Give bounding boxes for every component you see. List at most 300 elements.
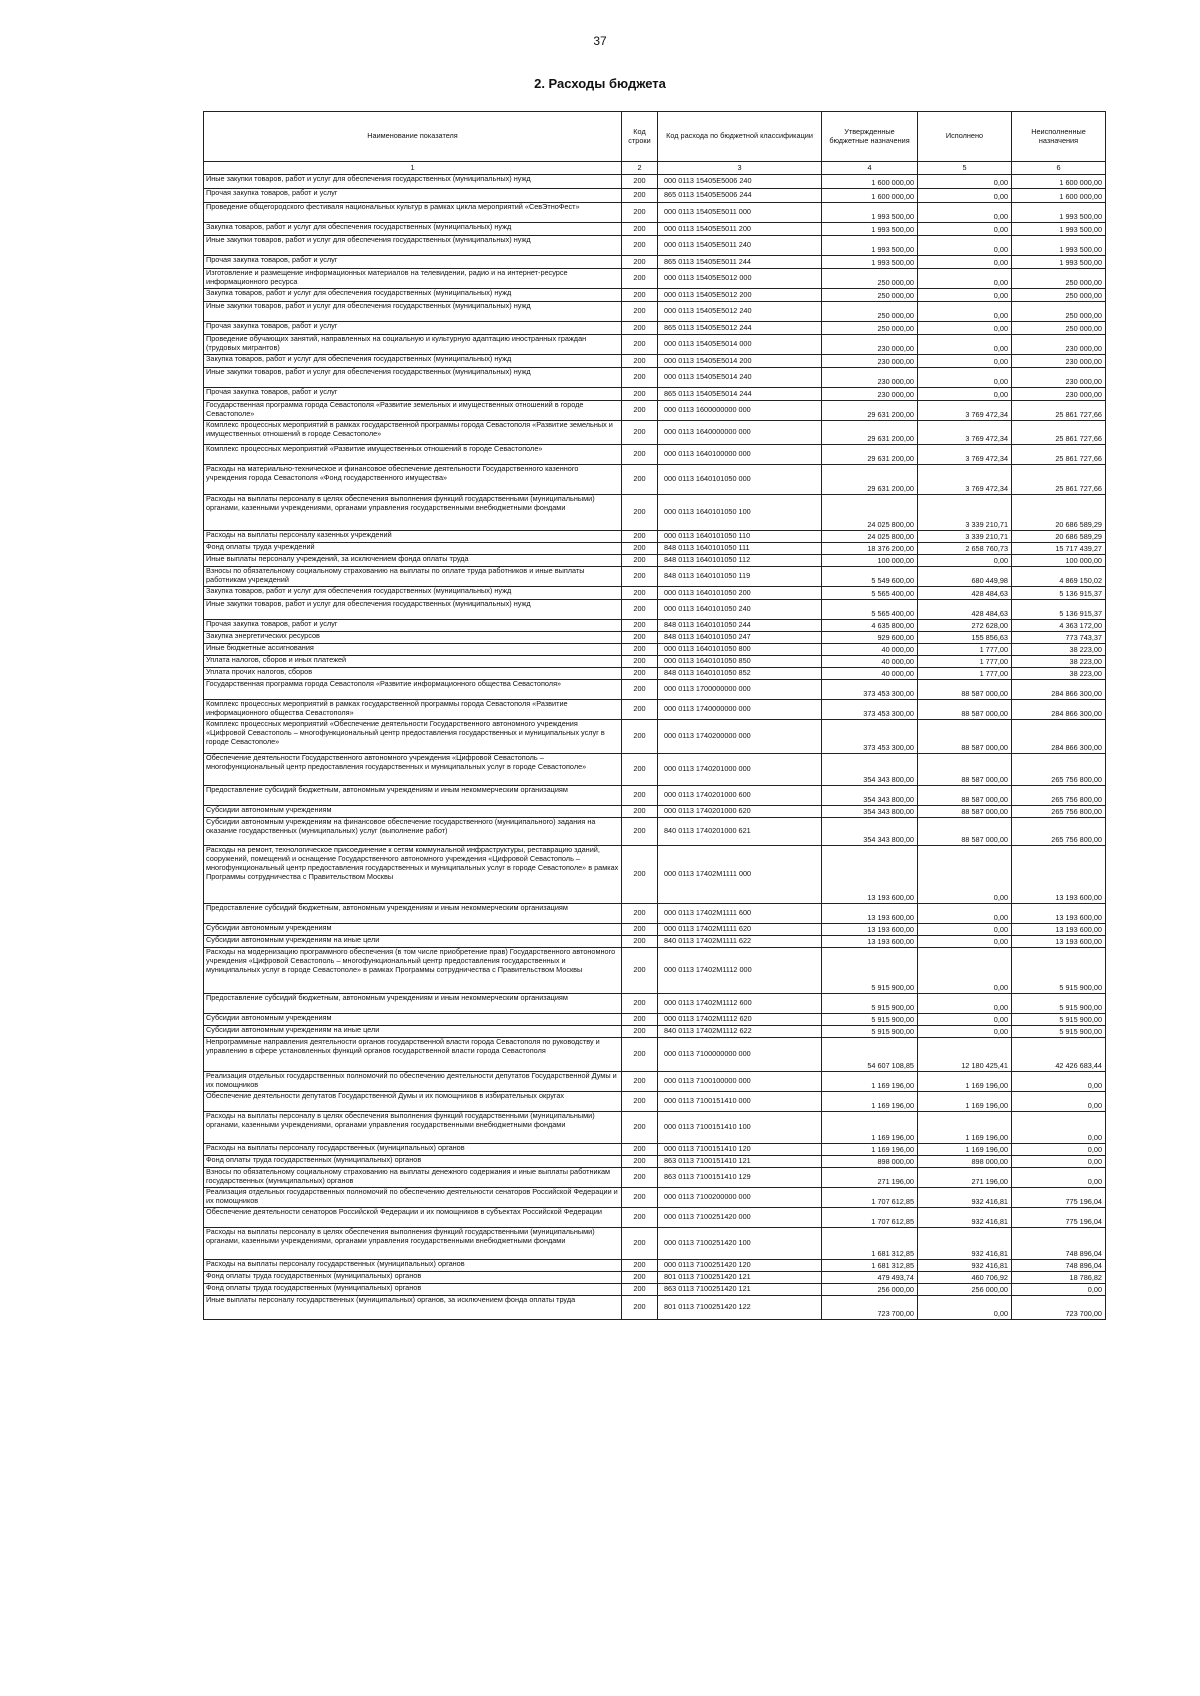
table-header-row — [204, 112, 1106, 162]
row-executed-amount: 0,00 — [918, 924, 1012, 936]
row-unexecuted-amount: 5 136 915,37 — [1012, 600, 1106, 620]
row-executed-amount: 0,00 — [918, 555, 1012, 567]
table-row — [204, 644, 1106, 656]
row-approved-amount: 24 025 800,00 — [822, 531, 918, 543]
row-name: Прочая закупка товаров, работ и услуг — [204, 189, 622, 203]
row-executed-amount: 0,00 — [918, 289, 1012, 302]
row-classification-code: 000 0113 1600000000 000 — [658, 401, 822, 421]
row-name: Субсидии автономным учреждениям на финансовое обеспечение государственного (муниципального) задания на оказание государственных (муниципальных) услуг (выполнение работ) — [204, 818, 622, 846]
row-classification-code: 848 0113 1640101050 852 — [658, 668, 822, 680]
table-row — [204, 818, 1106, 846]
table-row — [204, 904, 1106, 924]
row-approved-amount: 24 025 800,00 — [822, 495, 918, 531]
row-name: Расходы на выплаты персоналу казенных учреждений — [204, 531, 622, 543]
row-unexecuted-amount: 0,00 — [1012, 1284, 1106, 1296]
row-classification-code: 000 0113 15405E5014 200 — [658, 355, 822, 368]
row-classification-code: 000 0113 7100100000 000 — [658, 1072, 822, 1092]
row-line-code: 200 — [622, 269, 658, 289]
table-row — [204, 495, 1106, 531]
row-approved-amount: 13 193 600,00 — [822, 936, 918, 948]
table-row — [204, 1026, 1106, 1038]
row-executed-amount: 1 777,00 — [918, 656, 1012, 668]
row-executed-amount: 0,00 — [918, 236, 1012, 256]
row-unexecuted-amount: 42 426 683,44 — [1012, 1038, 1106, 1072]
row-classification-code: 848 0113 1640101050 112 — [658, 555, 822, 567]
row-unexecuted-amount: 20 686 589,29 — [1012, 495, 1106, 531]
table-row — [204, 600, 1106, 620]
row-executed-amount: 0,00 — [918, 175, 1012, 189]
row-name: Обеспечение деятельности депутатов Государственной Думы и их помощников в избирательных округах — [204, 1092, 622, 1112]
row-executed-amount: 1 777,00 — [918, 668, 1012, 680]
table-row — [204, 465, 1106, 495]
row-executed-amount: 1 777,00 — [918, 644, 1012, 656]
header-approved: Утвержденные бюджетные назначения — [822, 112, 918, 162]
row-line-code: 200 — [622, 388, 658, 401]
table-row — [204, 587, 1106, 600]
row-line-code: 200 — [622, 203, 658, 223]
table-row — [204, 936, 1106, 948]
row-approved-amount: 373 453 300,00 — [822, 680, 918, 700]
row-line-code: 200 — [622, 1188, 658, 1208]
row-classification-code: 000 0113 1740201000 620 — [658, 806, 822, 818]
header-executed: Исполнено — [918, 112, 1012, 162]
row-name: Закупка товаров, работ и услуг для обеспечения государственных (муниципальных) нужд — [204, 289, 622, 302]
row-line-code: 200 — [622, 1260, 658, 1272]
row-classification-code: 000 0113 1640101050 100 — [658, 495, 822, 531]
row-line-code: 200 — [622, 936, 658, 948]
table-row — [204, 223, 1106, 236]
row-name: Иные закупки товаров, работ и услуг для обеспечения государственных (муниципальных) нужд — [204, 302, 622, 322]
row-name: Иные закупки товаров, работ и услуг для обеспечения государственных (муниципальных) нужд — [204, 368, 622, 388]
row-classification-code: 848 0113 1640101050 119 — [658, 567, 822, 587]
row-approved-amount: 5 565 400,00 — [822, 600, 918, 620]
row-approved-amount: 5 915 900,00 — [822, 1026, 918, 1038]
row-unexecuted-amount: 1 600 000,00 — [1012, 189, 1106, 203]
row-executed-amount: 0,00 — [918, 355, 1012, 368]
page-number: 37 — [593, 34, 607, 48]
row-line-code: 200 — [622, 1284, 658, 1296]
table-row — [204, 786, 1106, 806]
row-executed-amount: 88 587 000,00 — [918, 806, 1012, 818]
row-executed-amount: 932 416,81 — [918, 1208, 1012, 1228]
row-name: Прочая закупка товаров, работ и услуг — [204, 256, 622, 269]
row-classification-code: 000 0113 1640100000 000 — [658, 445, 822, 465]
row-executed-amount: 1 169 196,00 — [918, 1144, 1012, 1156]
row-executed-amount: 932 416,81 — [918, 1228, 1012, 1260]
row-unexecuted-amount: 284 866 300,00 — [1012, 700, 1106, 720]
table-row — [204, 355, 1106, 368]
table-row — [204, 994, 1106, 1014]
row-approved-amount: 4 635 800,00 — [822, 620, 918, 632]
budget-expenses-table — [203, 111, 1106, 1320]
row-name: Расходы на материально-техническое и финансовое обеспечение деятельности Государственного казенного учреждения города Севастополя «Фонд государственного имущества» — [204, 465, 622, 495]
row-unexecuted-amount: 13 193 600,00 — [1012, 924, 1106, 936]
table-row — [204, 700, 1106, 720]
table-row — [204, 1156, 1106, 1168]
table-row — [204, 1284, 1106, 1296]
row-executed-amount: 0,00 — [918, 1296, 1012, 1320]
column-number: 2 — [622, 162, 658, 175]
row-line-code: 200 — [622, 1112, 658, 1144]
row-unexecuted-amount: 1 993 500,00 — [1012, 236, 1106, 256]
row-approved-amount: 5 915 900,00 — [822, 994, 918, 1014]
table-row — [204, 1144, 1106, 1156]
row-classification-code: 840 0113 17402M1111 622 — [658, 936, 822, 948]
row-executed-amount: 0,00 — [918, 994, 1012, 1014]
row-executed-amount: 0,00 — [918, 189, 1012, 203]
row-executed-amount: 88 587 000,00 — [918, 700, 1012, 720]
row-classification-code: 000 0113 1740000000 000 — [658, 700, 822, 720]
row-executed-amount: 272 628,00 — [918, 620, 1012, 632]
row-name: Комплекс процессных мероприятий «Развитие имущественных отношений в городе Севастополе» — [204, 445, 622, 465]
row-approved-amount: 1 707 612,85 — [822, 1208, 918, 1228]
row-approved-amount: 230 000,00 — [822, 368, 918, 388]
row-executed-amount: 256 000,00 — [918, 1284, 1012, 1296]
row-name: Закупка энергетических ресурсов — [204, 632, 622, 644]
row-line-code: 200 — [622, 1272, 658, 1284]
row-executed-amount: 88 587 000,00 — [918, 680, 1012, 700]
row-name: Реализация отдельных государственных полномочий по обеспечению деятельности депутатов Государственной Думы и их помощников — [204, 1072, 622, 1092]
row-name: Прочая закупка товаров, работ и услуг — [204, 322, 622, 335]
row-approved-amount: 1 169 196,00 — [822, 1144, 918, 1156]
row-line-code: 200 — [622, 543, 658, 555]
row-unexecuted-amount: 265 756 800,00 — [1012, 786, 1106, 806]
row-executed-amount: 0,00 — [918, 335, 1012, 355]
row-approved-amount: 354 343 800,00 — [822, 754, 918, 786]
row-line-code: 200 — [622, 1156, 658, 1168]
row-classification-code: 865 0113 15405E5011 244 — [658, 256, 822, 269]
table-row — [204, 620, 1106, 632]
row-name: Проведение обучающих занятий, направленных на социальную и культурную адаптацию иностранных граждан (трудовых мигрантов) — [204, 335, 622, 355]
row-executed-amount: 0,00 — [918, 1026, 1012, 1038]
table-row — [204, 555, 1106, 567]
row-approved-amount: 29 631 200,00 — [822, 445, 918, 465]
table-row — [204, 543, 1106, 555]
row-line-code: 200 — [622, 818, 658, 846]
row-classification-code: 000 0113 7100200000 000 — [658, 1188, 822, 1208]
row-name: Комплекс процессных мероприятий в рамках государственной программы города Севастополя «Развитие земельных и имущественных отношений в городе Севастополе» — [204, 421, 622, 445]
row-name: Расходы на выплаты персоналу в целях обеспечения выполнения функций государственными (муниципальными) органами, казенными учреждениями, органами управления государственными внебюджетными фондами — [204, 1112, 622, 1144]
row-unexecuted-amount: 100 000,00 — [1012, 555, 1106, 567]
row-name: Субсидии автономным учреждениям на иные цели — [204, 1026, 622, 1038]
row-executed-amount: 0,00 — [918, 846, 1012, 904]
row-name: Субсидии автономным учреждениям — [204, 924, 622, 936]
row-unexecuted-amount: 5 915 900,00 — [1012, 994, 1106, 1014]
row-name: Взносы по обязательному социальному страхованию на выплаты денежного содержания и иные выплаты работникам государственных (муниципальных) органов — [204, 1168, 622, 1188]
row-executed-amount: 88 587 000,00 — [918, 818, 1012, 846]
row-approved-amount: 250 000,00 — [822, 322, 918, 335]
row-name: Уплата налогов, сборов и иных платежей — [204, 656, 622, 668]
row-unexecuted-amount: 0,00 — [1012, 1092, 1106, 1112]
row-unexecuted-amount: 38 223,00 — [1012, 644, 1106, 656]
table-row — [204, 720, 1106, 754]
row-executed-amount: 155 856,63 — [918, 632, 1012, 644]
row-classification-code: 865 0113 15405E5014 244 — [658, 388, 822, 401]
row-executed-amount: 271 196,00 — [918, 1168, 1012, 1188]
row-approved-amount: 1 707 612,85 — [822, 1188, 918, 1208]
row-unexecuted-amount: 284 866 300,00 — [1012, 720, 1106, 754]
row-name: Прочая закупка товаров, работ и услуг — [204, 620, 622, 632]
page-title: 2. Расходы бюджета — [534, 76, 666, 91]
table-row — [204, 948, 1106, 994]
row-line-code: 200 — [622, 302, 658, 322]
table-row — [204, 656, 1106, 668]
table-row — [204, 632, 1106, 644]
row-line-code: 200 — [622, 620, 658, 632]
column-number: 6 — [1012, 162, 1106, 175]
row-classification-code: 000 0113 15405E5012 000 — [658, 269, 822, 289]
table-row — [204, 1228, 1106, 1260]
row-unexecuted-amount: 4 363 172,00 — [1012, 620, 1106, 632]
row-classification-code: 000 0113 7100000000 000 — [658, 1038, 822, 1072]
table-row — [204, 368, 1106, 388]
table-row — [204, 1260, 1106, 1272]
table-row — [204, 445, 1106, 465]
row-name: Фонд оплаты труда учреждений — [204, 543, 622, 555]
row-classification-code: 801 0113 7100251420 122 — [658, 1296, 822, 1320]
header-line-code: Код строки — [622, 112, 658, 162]
table-row — [204, 289, 1106, 302]
row-approved-amount: 250 000,00 — [822, 269, 918, 289]
row-executed-amount: 0,00 — [918, 223, 1012, 236]
table-row — [204, 1188, 1106, 1208]
row-classification-code: 000 0113 15405E5011 000 — [658, 203, 822, 223]
row-line-code: 200 — [622, 289, 658, 302]
row-unexecuted-amount: 25 861 727,66 — [1012, 401, 1106, 421]
row-approved-amount: 29 631 200,00 — [822, 421, 918, 445]
table-row — [204, 1092, 1106, 1112]
row-approved-amount: 250 000,00 — [822, 289, 918, 302]
row-line-code: 200 — [622, 445, 658, 465]
row-approved-amount: 40 000,00 — [822, 668, 918, 680]
row-approved-amount: 898 000,00 — [822, 1156, 918, 1168]
row-classification-code: 000 0113 15405E5011 200 — [658, 223, 822, 236]
row-approved-amount: 13 193 600,00 — [822, 904, 918, 924]
row-executed-amount: 3 339 210,71 — [918, 531, 1012, 543]
table-row — [204, 924, 1106, 936]
row-unexecuted-amount: 25 861 727,66 — [1012, 421, 1106, 445]
row-unexecuted-amount: 748 896,04 — [1012, 1228, 1106, 1260]
row-approved-amount: 929 600,00 — [822, 632, 918, 644]
row-classification-code: 000 0113 17402M1112 620 — [658, 1014, 822, 1026]
row-executed-amount: 0,00 — [918, 269, 1012, 289]
row-approved-amount: 373 453 300,00 — [822, 720, 918, 754]
row-classification-code: 000 0113 7100251420 120 — [658, 1260, 822, 1272]
row-unexecuted-amount: 230 000,00 — [1012, 335, 1106, 355]
row-classification-code: 000 0113 1740201000 000 — [658, 754, 822, 786]
row-unexecuted-amount: 1 993 500,00 — [1012, 203, 1106, 223]
row-approved-amount: 1 169 196,00 — [822, 1092, 918, 1112]
row-name: Комплекс процессных мероприятий «Обеспечение деятельности Государственного автономного учреждения «Цифровой Севастополь – многофункциональный центр предоставления государственных и муниципальных услуг в городе Севастополе» — [204, 720, 622, 754]
row-line-code: 200 — [622, 1072, 658, 1092]
row-name: Реализация отдельных государственных полномочий по обеспечению деятельности сенаторов Российской Федерации и их помощников — [204, 1188, 622, 1208]
row-executed-amount: 1 169 196,00 — [918, 1072, 1012, 1092]
row-name: Предоставление субсидий бюджетным, автономным учреждениям и иным некоммерческим организациям — [204, 786, 622, 806]
row-unexecuted-amount: 5 136 915,37 — [1012, 587, 1106, 600]
row-unexecuted-amount: 1 993 500,00 — [1012, 256, 1106, 269]
table-row — [204, 388, 1106, 401]
row-executed-amount: 0,00 — [918, 322, 1012, 335]
table-row — [204, 1038, 1106, 1072]
row-line-code: 200 — [622, 668, 658, 680]
row-unexecuted-amount: 0,00 — [1012, 1112, 1106, 1144]
row-line-code: 200 — [622, 1144, 658, 1156]
row-unexecuted-amount: 250 000,00 — [1012, 322, 1106, 335]
row-classification-code: 000 0113 15405E5011 240 — [658, 236, 822, 256]
row-classification-code: 000 0113 15405E5006 240 — [658, 175, 822, 189]
row-executed-amount: 898 000,00 — [918, 1156, 1012, 1168]
row-unexecuted-amount: 25 861 727,66 — [1012, 445, 1106, 465]
row-name: Взносы по обязательному социальному страхованию на выплаты по оплате труда работников и иные выплаты работникам учреждений — [204, 567, 622, 587]
row-executed-amount: 0,00 — [918, 203, 1012, 223]
table-row — [204, 754, 1106, 786]
row-line-code: 200 — [622, 806, 658, 818]
row-executed-amount: 680 449,98 — [918, 567, 1012, 587]
row-line-code: 200 — [622, 786, 658, 806]
column-number: 1 — [204, 162, 622, 175]
table-row — [204, 322, 1106, 335]
row-line-code: 200 — [622, 567, 658, 587]
row-unexecuted-amount: 20 686 589,29 — [1012, 531, 1106, 543]
row-name: Прочая закупка товаров, работ и услуг — [204, 388, 622, 401]
row-line-code: 200 — [622, 1038, 658, 1072]
row-line-code: 200 — [622, 680, 658, 700]
table-row — [204, 335, 1106, 355]
row-classification-code: 000 0113 15405E5012 240 — [658, 302, 822, 322]
row-line-code: 200 — [622, 465, 658, 495]
row-classification-code: 000 0113 1640101050 800 — [658, 644, 822, 656]
row-unexecuted-amount: 265 756 800,00 — [1012, 806, 1106, 818]
row-classification-code: 000 0113 7100151410 100 — [658, 1112, 822, 1144]
row-name: Уплата прочих налогов, сборов — [204, 668, 622, 680]
row-name: Фонд оплаты труда государственных (муниципальных) органов — [204, 1272, 622, 1284]
row-approved-amount: 5 915 900,00 — [822, 1014, 918, 1026]
row-classification-code: 000 0113 17402M1111 000 — [658, 846, 822, 904]
row-executed-amount: 0,00 — [918, 256, 1012, 269]
row-line-code: 200 — [622, 700, 658, 720]
row-name: Иные закупки товаров, работ и услуг для обеспечения государственных (муниципальных) нужд — [204, 236, 622, 256]
row-unexecuted-amount: 775 196,04 — [1012, 1208, 1106, 1228]
row-executed-amount: 3 769 472,34 — [918, 401, 1012, 421]
table-row — [204, 1112, 1106, 1144]
row-unexecuted-amount: 0,00 — [1012, 1072, 1106, 1092]
row-classification-code: 000 0113 1640000000 000 — [658, 421, 822, 445]
row-unexecuted-amount: 18 786,82 — [1012, 1272, 1106, 1284]
row-approved-amount: 18 376 200,00 — [822, 543, 918, 555]
row-executed-amount: 1 169 196,00 — [918, 1092, 1012, 1112]
row-approved-amount: 1 169 196,00 — [822, 1112, 918, 1144]
row-unexecuted-amount: 13 193 600,00 — [1012, 936, 1106, 948]
row-executed-amount: 2 658 760,73 — [918, 543, 1012, 555]
row-executed-amount: 3 769 472,34 — [918, 465, 1012, 495]
row-executed-amount: 1 169 196,00 — [918, 1112, 1012, 1144]
row-unexecuted-amount: 748 896,04 — [1012, 1260, 1106, 1272]
row-approved-amount: 5 549 600,00 — [822, 567, 918, 587]
row-line-code: 200 — [622, 1228, 658, 1260]
table-row — [204, 1296, 1106, 1320]
row-executed-amount: 0,00 — [918, 368, 1012, 388]
row-approved-amount: 230 000,00 — [822, 335, 918, 355]
row-line-code: 200 — [622, 632, 658, 644]
row-executed-amount: 88 587 000,00 — [918, 786, 1012, 806]
row-classification-code: 863 0113 7100151410 121 — [658, 1156, 822, 1168]
column-number: 4 — [822, 162, 918, 175]
table-row — [204, 1208, 1106, 1228]
row-unexecuted-amount: 250 000,00 — [1012, 302, 1106, 322]
row-unexecuted-amount: 0,00 — [1012, 1168, 1106, 1188]
row-line-code: 200 — [622, 1168, 658, 1188]
row-classification-code: 000 0113 1700000000 000 — [658, 680, 822, 700]
row-unexecuted-amount: 775 196,04 — [1012, 1188, 1106, 1208]
header-indicator-name: Наименование показателя — [204, 112, 622, 162]
row-unexecuted-amount: 0,00 — [1012, 1144, 1106, 1156]
table-row — [204, 236, 1106, 256]
row-unexecuted-amount: 0,00 — [1012, 1156, 1106, 1168]
row-name: Иные выплаты персоналу учреждений, за исключением фонда оплаты труда — [204, 555, 622, 567]
row-unexecuted-amount: 5 915 900,00 — [1012, 1026, 1106, 1038]
row-classification-code: 000 0113 1740200000 000 — [658, 720, 822, 754]
table-row — [204, 531, 1106, 543]
row-name: Комплекс процессных мероприятий в рамках государственной программы города Севастополя «Развитие информационного общества Севастополя» — [204, 700, 622, 720]
row-line-code: 200 — [622, 495, 658, 531]
row-line-code: 200 — [622, 587, 658, 600]
row-name: Непрограммные направления деятельности органов государственной власти города Севастополя по руководству и управлению в сфере установленных функций органов государственной власти города Севастополя — [204, 1038, 622, 1072]
row-classification-code: 840 0113 1740201000 621 — [658, 818, 822, 846]
row-name: Государственная программа города Севастополя «Развитие информационного общества Севастополя» — [204, 680, 622, 700]
row-approved-amount: 723 700,00 — [822, 1296, 918, 1320]
row-approved-amount: 1 993 500,00 — [822, 223, 918, 236]
row-classification-code: 000 0113 15405E5014 240 — [658, 368, 822, 388]
row-classification-code: 801 0113 7100251420 121 — [658, 1272, 822, 1284]
row-line-code: 200 — [622, 644, 658, 656]
row-approved-amount: 13 193 600,00 — [822, 924, 918, 936]
row-name: Расходы на ремонт, технологическое присоединение к сетям коммунальной инфраструктуры, реставрацию зданий, сооружений, помещений и оснащение Государственного автономного учреждения «Цифровой Севастополь – многофункциональный центр предоставления государственных и муниципальных услуг в городе Севастополе» в рамках Программы сотрудничества с Правительством Москвы — [204, 846, 622, 904]
row-executed-amount: 12 180 425,41 — [918, 1038, 1012, 1072]
header-classification-code: Код расхода по бюджетной классификации — [658, 112, 822, 162]
row-executed-amount: 88 587 000,00 — [918, 754, 1012, 786]
row-classification-code: 000 0113 17402M1111 600 — [658, 904, 822, 924]
row-line-code: 200 — [622, 531, 658, 543]
row-line-code: 200 — [622, 355, 658, 368]
row-name: Государственная программа города Севастополя «Развитие земельных и имущественных отношений в городе Севастополе» — [204, 401, 622, 421]
row-classification-code: 000 0113 7100251420 000 — [658, 1208, 822, 1228]
row-classification-code: 840 0113 17402M1112 622 — [658, 1026, 822, 1038]
row-executed-amount: 428 484,63 — [918, 587, 1012, 600]
row-line-code: 200 — [622, 1014, 658, 1026]
row-classification-code: 863 0113 7100251420 121 — [658, 1284, 822, 1296]
row-approved-amount: 13 193 600,00 — [822, 846, 918, 904]
row-approved-amount: 354 343 800,00 — [822, 818, 918, 846]
row-line-code: 200 — [622, 401, 658, 421]
row-approved-amount: 1 681 312,85 — [822, 1260, 918, 1272]
row-classification-code: 000 0113 1640101050 110 — [658, 531, 822, 543]
table-row — [204, 175, 1106, 189]
table-body — [204, 175, 1106, 1320]
row-name: Расходы на выплаты персоналу в целях обеспечения выполнения функций государственными (муниципальными) органами, казенными учреждениями, органами управления государственными внебюджетными фондами — [204, 1228, 622, 1260]
row-unexecuted-amount: 230 000,00 — [1012, 368, 1106, 388]
row-approved-amount: 100 000,00 — [822, 555, 918, 567]
row-name: Расходы на выплаты персоналу государственных (муниципальных) органов — [204, 1260, 622, 1272]
row-line-code: 200 — [622, 189, 658, 203]
row-classification-code: 848 0113 1640101050 244 — [658, 620, 822, 632]
table-row — [204, 846, 1106, 904]
row-line-code: 200 — [622, 720, 658, 754]
row-approved-amount: 1 600 000,00 — [822, 175, 918, 189]
row-executed-amount: 0,00 — [918, 1014, 1012, 1026]
table-row — [204, 668, 1106, 680]
table-row — [204, 806, 1106, 818]
row-name: Субсидии автономным учреждениям на иные цели — [204, 936, 622, 948]
